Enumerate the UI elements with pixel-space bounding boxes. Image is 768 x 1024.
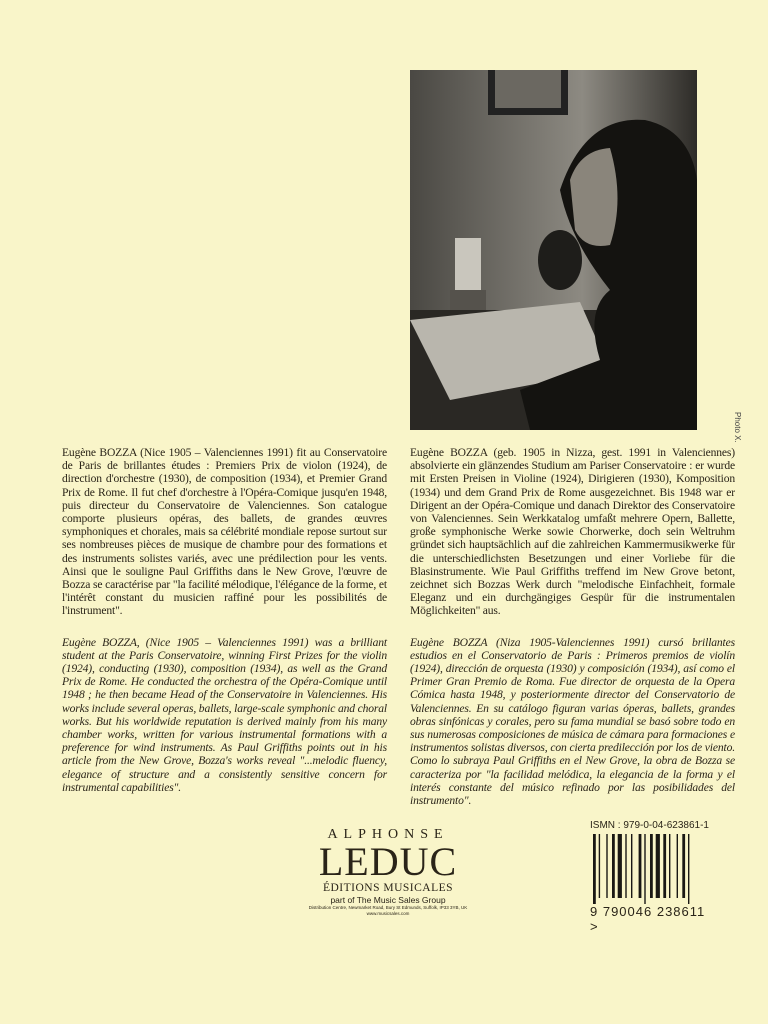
barcode-bar bbox=[669, 834, 670, 898]
barcode-bar bbox=[639, 834, 642, 898]
text-area bbox=[62, 446, 735, 935]
barcode-bar bbox=[682, 834, 685, 898]
barcode-bar bbox=[677, 834, 678, 898]
publisher-name: LEDUC bbox=[318, 839, 458, 885]
barcode-bar bbox=[644, 834, 645, 904]
publisher-group: part of The Music Sales Group bbox=[330, 895, 446, 906]
publisher-address: Distribution Centre, Newmarket Road, Bury St Edmunds, Suffolk, IP33 3YB, UK bbox=[308, 905, 468, 911]
photo-image bbox=[410, 70, 697, 430]
left-column bbox=[62, 446, 387, 794]
barcode bbox=[593, 834, 711, 904]
ismn-number: ISMN : 979-0-04-623861-1 bbox=[590, 820, 709, 832]
barcode-bar bbox=[663, 834, 666, 898]
barcode-digits: 9 790046 238611 > bbox=[590, 904, 706, 935]
composer-photo bbox=[410, 70, 697, 430]
biography-german: Eugène BOZZA (geb. 1905 in Nizza, gest. 1991 in Valenciennes) absolvierte ein glänzendes Studium am Pariser Conservatoire : er wurde mit Ersten Preisen in Violine (1924), Dirigieren (1930), Komposition (1934) und dem Grand Prix de Rome ausgezeichnet. Bis 1948 war er Dirigent an der Opéra-Comique und danach Direktor des Conservatoire von Valenciennes. Sein Werkkatalog umfaßt mehrere Opern, Ballette, große symphonische Werke sowie Chorwerke, doch sein Weltruhm gründet sich hauptsächlich auf die zahlreichen Kammermusikwerke für die unterschiedlichsten Besetzungen und einer Vorliebe für die Blasinstrumente. Wie Paul Griffiths treffend im New Grove betont, zeichnet sich Bozzas Werk durch "melodische Einfachheit, formale Eleganz und ein durchgängiges Gespür für die instrumentalen Möglichkeiten" aus. bbox=[410, 446, 735, 618]
barcode-block bbox=[590, 819, 715, 934]
barcode-bar bbox=[606, 834, 607, 898]
barcode-bar bbox=[599, 834, 600, 898]
barcode-bar bbox=[625, 834, 626, 898]
barcode-bar bbox=[656, 834, 660, 898]
footer bbox=[62, 819, 735, 935]
biography-french: Eugène BOZZA (Nice 1905 – Valenciennes 1991) fit au Conservatoire de Paris de brillantes études : Premiers Prix de violon (1924), de direction d'orchestre (1930), de composition (1934), et Premier Grand Prix de Rome. Il fut chef d'orchestre à l'Opéra-Comique jusqu'en 1948, puis directeur du Conservatoire de Valenciennes. Son catalogue comporte plusieurs opéras, des ballets, de grandes œuvres symphoniques et chorales, mais sa célébrité mondiale repose surtout sur ses nombreuses pièces de musique de chambre pour des formations et des instruments solistes variés, avec une prédilection pour les vents. Ainsi que le souligne Paul Griffiths dans le New Grove, l'œuvre de Bozza se caractérise par "la facilité mélodique, l'élégance de la forme, et l'intérêt constant du musicien raffiné pour les possibilités de l'instrument". bbox=[62, 446, 387, 618]
photo-credit: Photo X. bbox=[733, 412, 742, 443]
barcode-bar bbox=[650, 834, 653, 898]
publisher-subtitle: ÉDITIONS MUSICALES bbox=[322, 882, 454, 895]
barcode-bar bbox=[631, 834, 632, 898]
barcode-bar bbox=[688, 834, 689, 904]
barcode-bar bbox=[618, 834, 622, 898]
biography-spanish: Eugène BOZZA (Niza 1905-Valenciennes 1991) cursó brillantes estudios en el Conservatorio de Paris : Primeros premios de violín (1924), dirección de orquesta (1930) y composición (1934), así como el Primer Gran Premio de Roma. Fue director de orquesta de la Opera Cómica hasta 1948, y posteriormente director del Conservatorio de Valenciennes. En su catálogo figuran varias óperas, ballets, grandes obras sinfónicas y corales, pero su fama mundial se basó sobre todo en sus numerosas composiciones de música de cámara para formaciones e instrumentos solistas diversos, con cierta predilección por los de viento. Como lo subraya Paul Griffiths en el New Grove, la obra de Bozza se caracteriza por "la facilidad melódica, la elegancia de la forma y el interés constante del músico refinado por las posibilidades del instrumento". bbox=[410, 635, 735, 808]
biography-columns bbox=[62, 446, 735, 807]
biography-english: Eugène BOZZA, (Nice 1905 – Valenciennes 1991) was a brilliant student at the Paris Conservatoire, winning First Prizes for the violin (1924), conducting (1930), composition (1934), as well as the Grand Prix de Rome. He conducted the orchestra of the Opéra-Comique until 1948 ; he then became Head of the Conservatoire in Valenciennes. His works include several operas, ballets, large-scale symphonic and choral works. But his worldwide reputation is derived mainly from his many chamber works, written for various instrumental formations with a preference for wind instruments. As Paul Griffiths points out in his article from the New Grove, Bozza's works reveal "...melodic fluency, elegance of structure and a consistently sensitive concern for instrumental capabilities". bbox=[62, 635, 387, 794]
publisher-logo bbox=[283, 827, 493, 917]
barcode-bar bbox=[593, 834, 596, 904]
publisher-website: www.musicsales.com bbox=[366, 911, 410, 917]
publisher-name-top: ALPHONSE bbox=[327, 827, 449, 843]
barcode-bar bbox=[612, 834, 615, 898]
right-column bbox=[410, 446, 735, 807]
